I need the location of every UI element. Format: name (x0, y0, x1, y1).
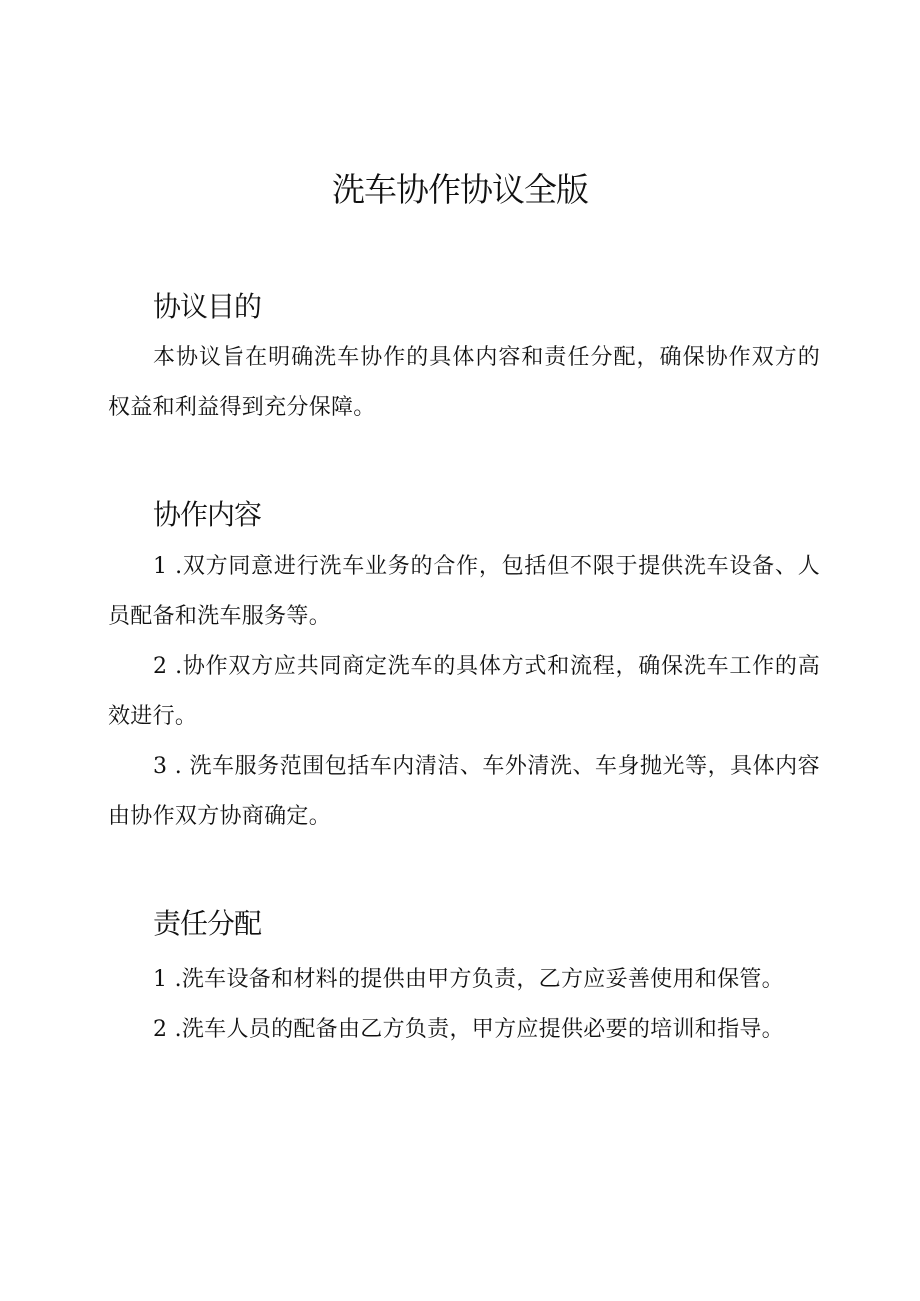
paragraph: 本协议旨在明确洗车协作的具体内容和责任分配，确保协作双方的权益和利益得到充分保障。 (108, 345, 820, 420)
section-heading-responsibility: 责任分配 (153, 907, 262, 940)
paragraph: 1 .洗车设备和材料的提供由甲方负责，乙方应妥善使用和保管。 (153, 967, 784, 992)
paragraph: 2 .洗车人员的配备由乙方负责，甲方应提供必要的培训和指导。 (153, 1017, 784, 1042)
paragraph: 3 . 洗车服务范围包括车内清洁、车外清洗、车身抛光等，具体内容由协作双方协商确定。 (108, 754, 820, 829)
document-title: 洗车协作协议全版 (332, 170, 588, 209)
section-heading-content: 协作内容 (153, 498, 262, 531)
paragraph: 1 .双方同意进行洗车业务的合作，包括但不限于提供洗车设备、人员配备和洗车服务等。 (108, 554, 820, 629)
paragraph: 2 .协作双方应共同商定洗车的具体方式和流程，确保洗车工作的高效进行。 (108, 654, 820, 729)
section-heading-purpose: 协议目的 (153, 290, 262, 323)
